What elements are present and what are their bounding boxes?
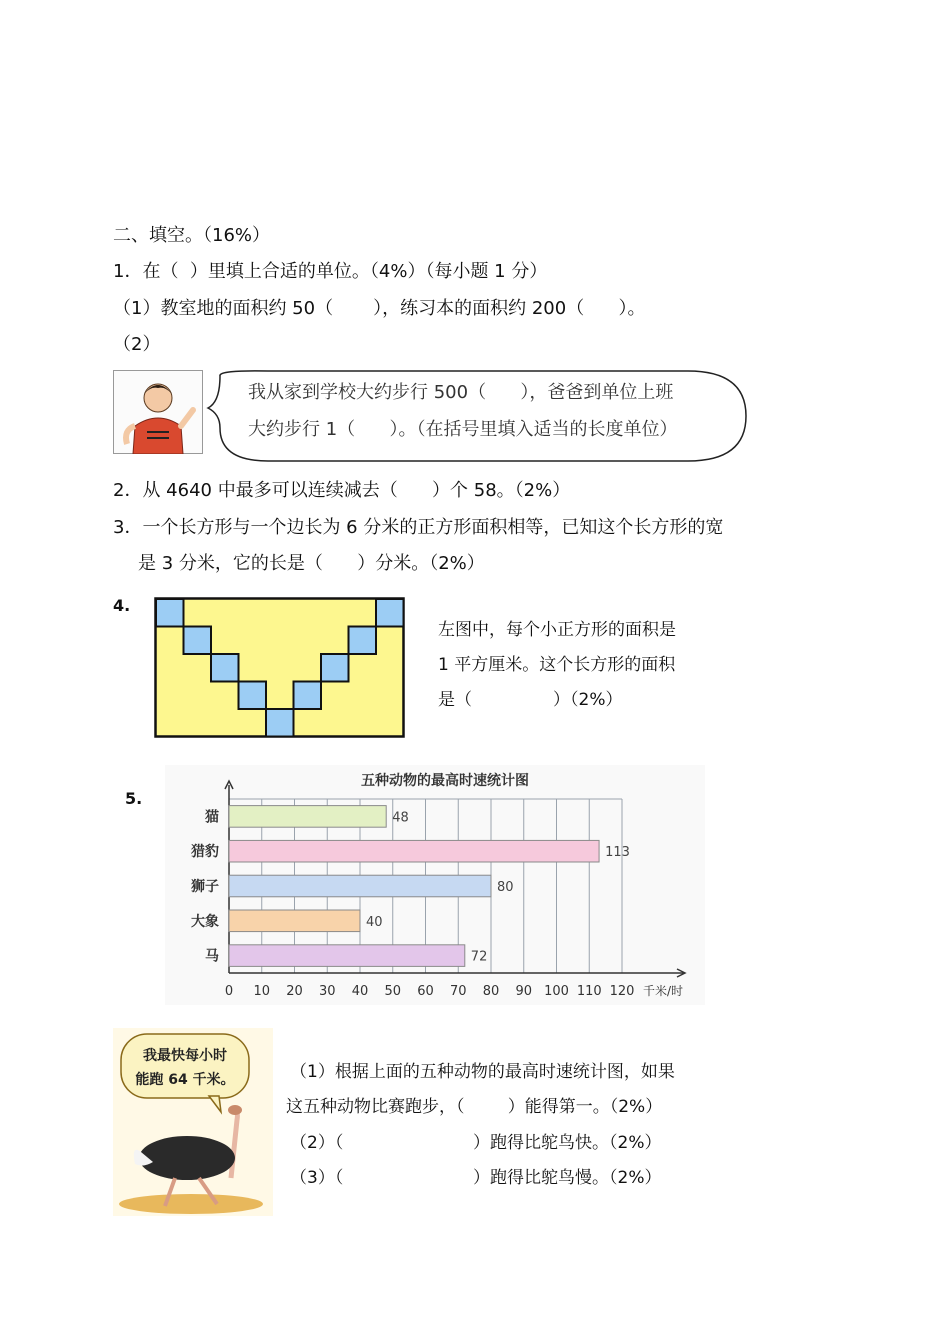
q4-desc-line-3: 是（ ）（2%） [438, 690, 623, 710]
q5-sub1-line-1: （1）根据上面的五种动物的最高时速统计图，如果 [290, 1062, 675, 1082]
ostrich-speech-line-2: 能跑 64 千米。 [135, 1072, 235, 1088]
q1-stem: 1．在（ ）里填上合适的单位。（4%）（每小题 1 分） [113, 261, 548, 282]
category-label: 猫 [205, 809, 219, 826]
bubble-line-1: 我从家到学校大约步行 500（ ），爸爸到单位上班 [248, 382, 674, 403]
bubble-line-2: 大约步行 1（ ）。（在括号里填入适当的长度单位） [248, 419, 678, 440]
category-label: 猎豹 [191, 844, 219, 861]
q5-sub3: （3）（ ）跑得比鸵鸟慢。（2%） [290, 1168, 662, 1188]
chart-title: 五种动物的最高时速统计图 [361, 773, 529, 789]
x-tick-label: 100 [544, 984, 569, 999]
speed-bar-chart [165, 765, 705, 1005]
x-tick-label: 90 [515, 984, 533, 999]
q3-line-2: 是 3 分米，它的长是（ ）分米。（2%） [138, 553, 485, 574]
bar-value-label: 72 [470, 949, 488, 965]
q4-desc-line-2: 1 平方厘米。这个长方形的面积 [438, 655, 676, 675]
bar [229, 840, 599, 862]
q1-sub2-label: （2） [113, 334, 161, 355]
x-tick-label: 120 [609, 984, 635, 999]
bar-value-label: 48 [392, 810, 409, 826]
q4-grid-figure [154, 597, 406, 739]
category-label: 狮子 [191, 879, 219, 895]
ostrich-speech-line-1: 我最快每小时 [143, 1048, 227, 1064]
category-label: 马 [205, 948, 219, 965]
q5-sub2: （2）（ ）跑得比鸵鸟快。（2%） [290, 1133, 662, 1153]
x-tick-label: 60 [417, 984, 434, 999]
q5-label: 5. [125, 789, 143, 808]
bar [229, 806, 386, 828]
x-axis-unit: 千米/时 [643, 984, 684, 998]
q2-text: 2．从 4640 中最多可以连续减去（ ）个 58。（2%） [113, 480, 571, 501]
x-tick-label: 30 [318, 984, 336, 999]
bar [229, 875, 491, 897]
q1-sub1: （1）教室地的面积约 50（ ），练习本的面积约 200（ ）。 [113, 298, 646, 319]
ostrich-illustration [113, 1028, 273, 1216]
boy-illustration [113, 370, 203, 454]
q5-sub1-line-2: 这五种动物比赛跑步，（ ）能得第一。（2%） [286, 1097, 663, 1117]
bar [229, 945, 465, 967]
x-tick-label: 0 [224, 984, 234, 999]
x-tick-label: 20 [286, 984, 303, 999]
category-label: 大象 [191, 913, 219, 930]
bar [229, 910, 360, 932]
x-tick-label: 80 [482, 984, 500, 999]
q3-line-1: 3．一个长方形与一个边长为 6 分米的正方形面积相等，已知这个长方形的宽 [113, 517, 724, 538]
x-tick-label: 10 [253, 984, 271, 999]
q4-label: 4. [113, 596, 131, 615]
x-tick-label: 70 [449, 984, 467, 999]
bar-value-label: 113 [605, 845, 630, 861]
x-tick-label: 40 [351, 984, 369, 999]
bar-value-label: 40 [366, 914, 383, 930]
x-tick-label: 110 [576, 984, 602, 999]
bar-value-label: 80 [497, 880, 514, 895]
q4-desc-line-1: 左图中，每个小正方形的面积是 [438, 620, 676, 640]
x-tick-label: 50 [384, 984, 402, 999]
section-heading: 二、填空。（16%） [113, 225, 271, 246]
